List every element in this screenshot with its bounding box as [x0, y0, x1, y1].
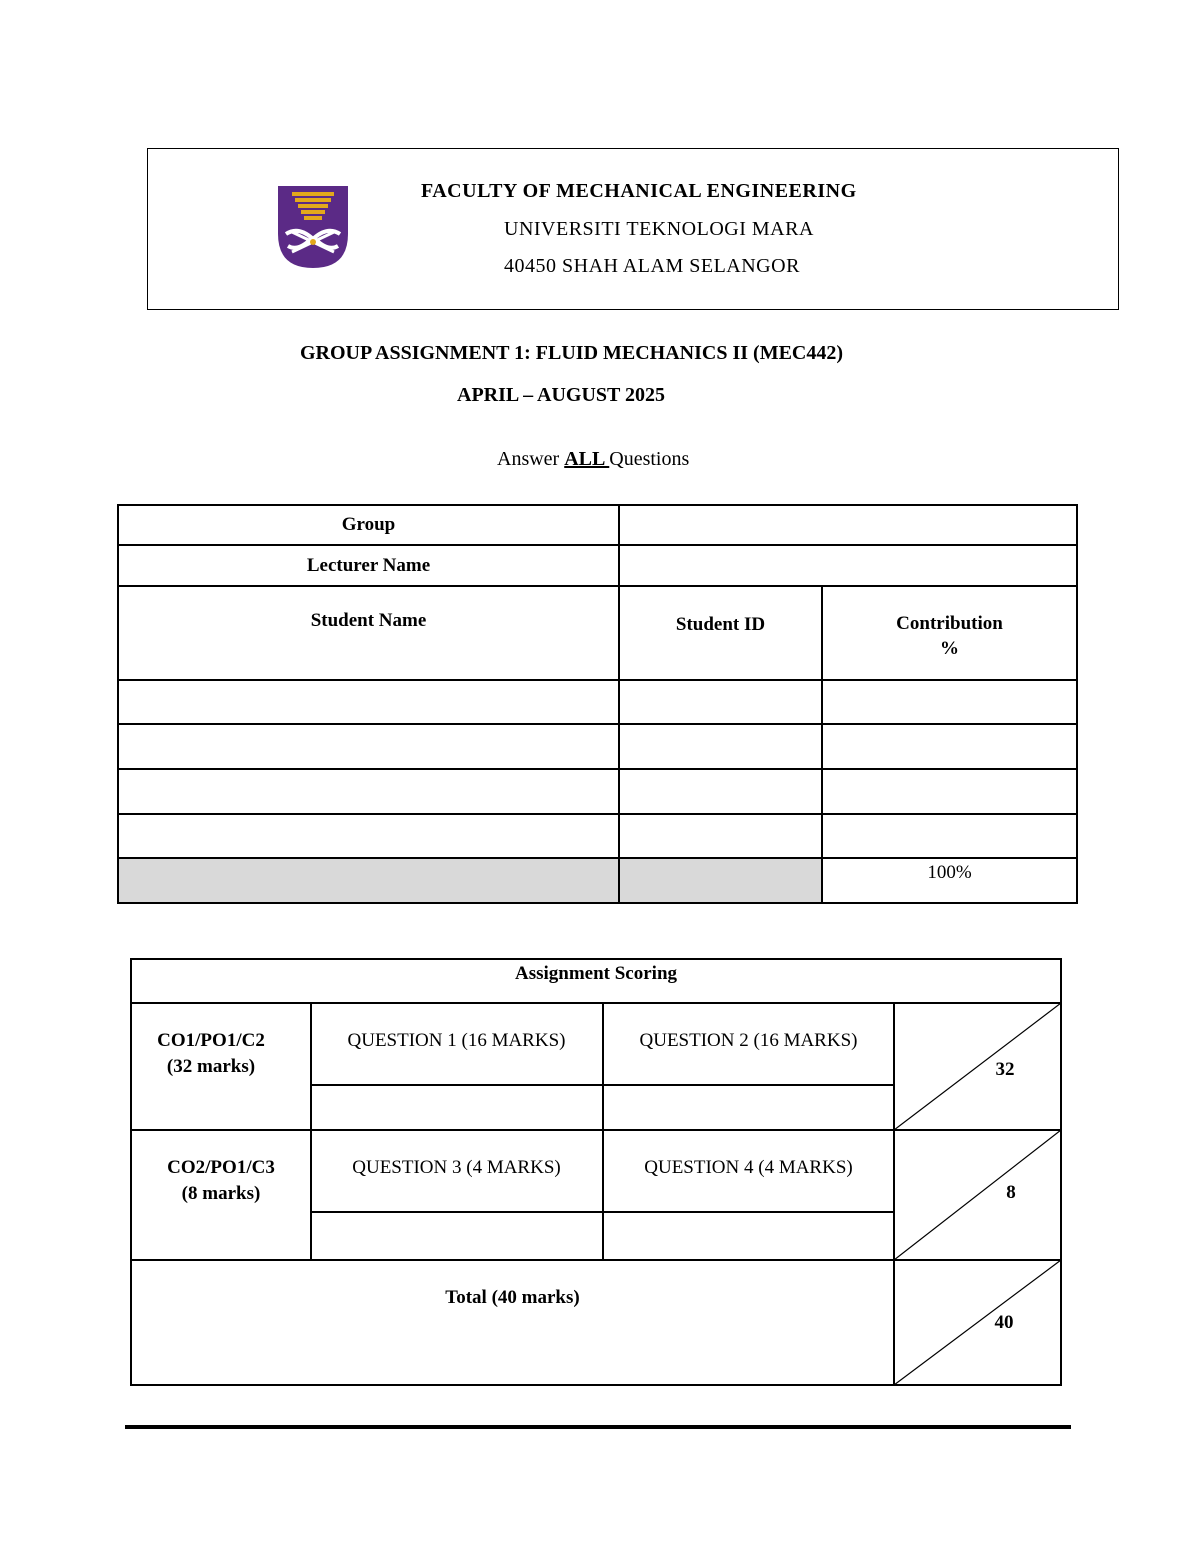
co2-marks: (8 marks)	[181, 1183, 261, 1204]
co1-max-score: 32	[995, 1059, 1015, 1080]
university-address: 40450 SHAH ALAM SELANGOR	[504, 255, 800, 277]
question-4-label: QUESTION 4 (4 MARKS)	[644, 1157, 853, 1178]
university-name: UNIVERSITI TEKNOLOGI MARA	[504, 218, 814, 240]
scoring-title: Assignment Scoring	[514, 963, 678, 984]
bottom-rule	[125, 1425, 1071, 1429]
instruction-prefix: Answer	[497, 448, 565, 470]
total-max-score: 40	[994, 1312, 1014, 1333]
lecturer-label: Lecturer Name	[306, 555, 431, 576]
group-label: Group	[341, 514, 396, 535]
question-1-label: QUESTION 1 (16 MARKS)	[347, 1030, 566, 1051]
total-contribution: 100%	[927, 862, 972, 883]
shaded-cell	[118, 858, 822, 903]
assignment-title: GROUP ASSIGNMENT 1: FLUID MECHANICS II (MEC442)	[300, 342, 844, 364]
student-id-header: Student ID	[675, 614, 766, 635]
student-name-header: Student Name	[310, 610, 427, 631]
semester: APRIL – AUGUST 2025	[457, 384, 666, 406]
instruction-emphasis: ALL	[564, 448, 610, 470]
university-logo	[278, 186, 348, 268]
co1-code: CO1/PO1/C2	[157, 1030, 265, 1051]
contribution-header: Contribution	[896, 613, 1003, 634]
question-3-label: QUESTION 3 (4 MARKS)	[352, 1157, 561, 1178]
co2-code: CO2/PO1/C3	[167, 1157, 275, 1178]
instruction-suffix: Questions	[609, 448, 690, 470]
co2-max-score: 8	[1006, 1182, 1016, 1203]
faculty-name: FACULTY OF MECHANICAL ENGINEERING	[421, 180, 857, 202]
instruction	[497, 448, 689, 471]
contribution-unit: %	[940, 638, 959, 659]
total-label: Total (40 marks)	[445, 1287, 580, 1308]
question-2-label: QUESTION 2 (16 MARKS)	[639, 1030, 858, 1051]
co1-marks: (32 marks)	[166, 1056, 256, 1077]
score-diagonals	[894, 1003, 1061, 1386]
